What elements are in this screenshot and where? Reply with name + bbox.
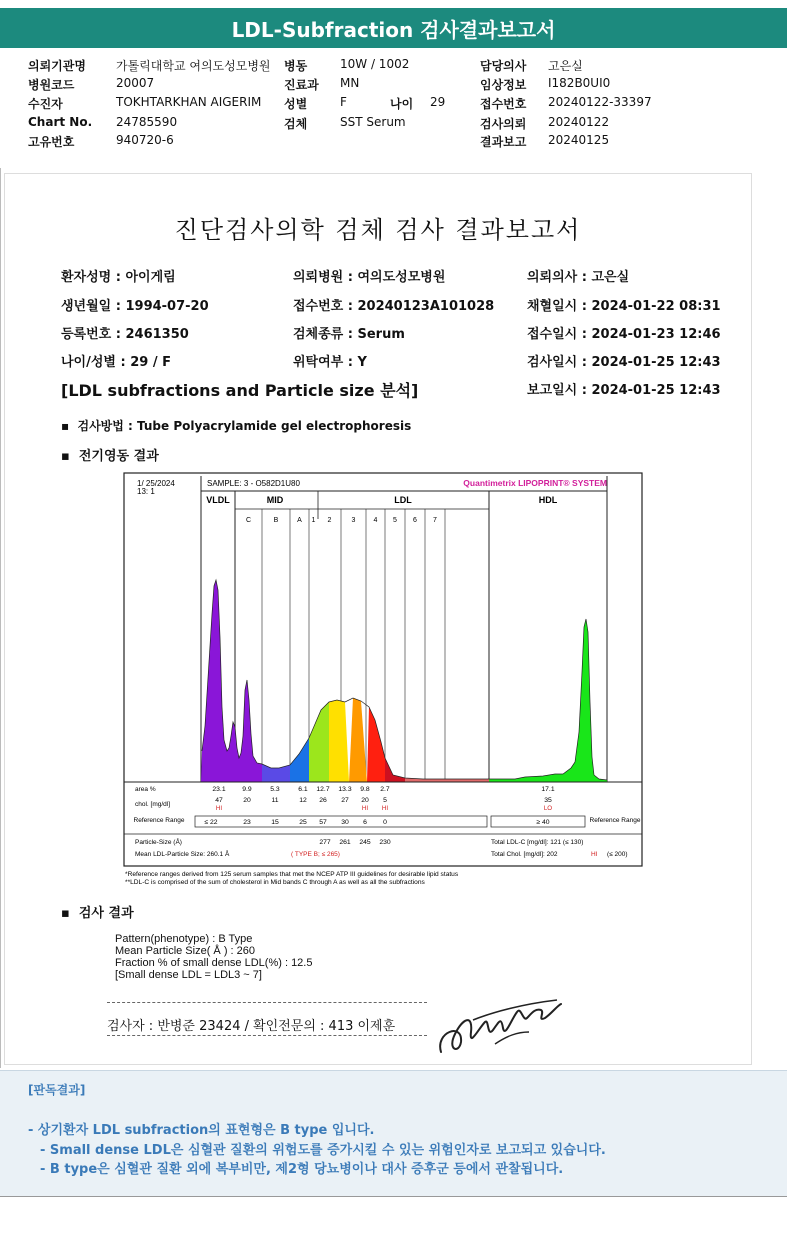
chol-value: 11	[271, 797, 279, 804]
info-label: 담당의사	[480, 59, 527, 73]
age-sex: 나이/성별 : 29 / F	[61, 355, 172, 370]
age-value: 29	[430, 95, 446, 109]
particle-size-value: 230	[379, 839, 391, 846]
ref-value: 57	[319, 819, 327, 826]
total-chol-ref: (≤ 200)	[607, 851, 628, 858]
ref-row-label: Reference Range	[133, 817, 185, 824]
electro-heading: 전기영동 결과	[78, 449, 159, 464]
particle-size-value: 245	[359, 839, 371, 846]
reading-line-2: - Small dense LDL은 심혈관 질환의 위험도를 증가시킬 수 있는 위험인자로 보고되고 있습니다.	[40, 1143, 606, 1158]
info-value: TOKHTARKHAN AIGERIM	[116, 95, 262, 109]
info-value: SST Serum	[340, 115, 406, 129]
band-label-5: 5	[393, 517, 397, 524]
reading-line-3: - B type은 심혈관 질환 외에 복부비만, 제2형 당뇨병이나 대사 증후군 등에서 관찰됩니다.	[40, 1162, 564, 1177]
birth-date: 생년월일 : 1994-07-20	[61, 299, 209, 314]
chol-value: 20	[361, 797, 369, 804]
result-mean-size: Mean Particle Size( Å ) : 260	[115, 945, 256, 957]
area-value: 6.1	[298, 786, 308, 793]
collection-time: 채혈일시 : 2024-01-22 08:31	[527, 299, 721, 314]
area-value: 9.9	[242, 786, 252, 793]
reading-line-1: - 상기환자 LDL subfraction의 표현형은 B type 입니다.	[28, 1123, 375, 1138]
mean-ldl-label: Mean LDL-Particle Size: 260.1 Å	[135, 851, 230, 858]
result-heading: 검사 결과	[78, 906, 134, 921]
band-label-6: 6	[413, 517, 417, 524]
info-value: 20240122	[548, 115, 610, 129]
receipt-time: 접수일시 : 2024-01-23 12:46	[527, 327, 721, 342]
area-value: 9.8	[360, 786, 370, 793]
info-value: 10W / 1002	[340, 57, 410, 71]
ref-value: 30	[341, 819, 349, 826]
ref-value: ≤ 22	[204, 819, 218, 826]
info-value: MN	[340, 76, 360, 90]
bullet-icon: ▪	[61, 906, 70, 921]
chart-run: 13: 1	[137, 487, 155, 496]
total-chol: Total Chol. [mg/dl]: 202	[491, 851, 558, 858]
chol-flag: LO	[543, 805, 553, 812]
group-label-vldl: VLDL	[206, 495, 230, 505]
area-value: 17.1	[541, 786, 555, 793]
reading-title: [판독결과]	[28, 1083, 86, 1097]
band-label-4: 4	[373, 517, 378, 524]
chol-row-label: chol. [mg/dl]	[135, 801, 171, 808]
registration-number: 등록번호 : 2461350	[61, 327, 189, 342]
report-header	[0, 8, 787, 48]
info-label: 병동	[284, 59, 308, 73]
info-label: Chart No.	[28, 115, 93, 129]
info-label: 접수번호	[480, 97, 527, 111]
band-label-B: B	[273, 517, 279, 524]
result-pattern: Pattern(phenotype) : B Type	[115, 933, 253, 945]
lipoprint-chart	[123, 472, 643, 892]
chart-date: 1/ 25/2024	[137, 479, 175, 488]
info-label: 고유번호	[28, 135, 75, 149]
info-label: 검체	[284, 117, 308, 131]
area-value: 12.7	[316, 786, 330, 793]
ref-value: 23	[243, 819, 251, 826]
info-value: 고은실	[548, 59, 583, 73]
chol-flag: HI	[215, 805, 223, 812]
report-title: LDL-Subfraction 검사결과보고서	[231, 17, 556, 42]
chol-value: 26	[319, 797, 327, 804]
info-value: 20240125	[548, 133, 610, 147]
info-value: 20240122-33397	[548, 95, 652, 109]
area-value: 13.3	[338, 786, 352, 793]
area-value: 23.1	[212, 786, 226, 793]
signature-text: 검사자 : 반병준 23424 / 확인전문의 : 413 이제훈	[107, 1019, 396, 1034]
info-value: 20007	[116, 76, 155, 90]
divider	[107, 1035, 427, 1036]
result-fraction: Fraction % of small dense LDL(%) : 12.5	[115, 957, 313, 969]
footnote-2: **LDL-C is comprised of the sum of cholesterol in Mid bands C through A as well as all the subfractions	[125, 879, 425, 886]
area-value: 2.7	[380, 786, 390, 793]
chol-value: 5	[383, 797, 387, 804]
total-chol-flag: HI	[591, 851, 598, 858]
particle-size-label: Particle-Size (Å)	[135, 839, 182, 846]
chart-title: Quantimetrix LIPOPRINT® SYSTEM	[463, 478, 607, 488]
mean-ldl-type: ( TYPE B; ≤ 265)	[291, 851, 340, 858]
bullet-icon: ▪	[61, 419, 70, 433]
scanned-report	[4, 173, 752, 1065]
chol-value: 20	[243, 797, 251, 804]
ref-value: 15	[271, 819, 279, 826]
requesting-hospital: 의뢰병원 : 여의도성모병원	[293, 270, 446, 285]
requesting-doctor: 의뢰의사 : 고은실	[527, 270, 630, 285]
band-label-C: C	[245, 517, 252, 524]
chart-sample: SAMPLE: 3 - O582D1U80	[207, 479, 300, 488]
info-value: 940720-6	[116, 133, 174, 147]
age-label: 나이	[390, 97, 414, 111]
specimen-type: 검체종류 : Serum	[293, 327, 405, 342]
band-label-2: 2	[327, 517, 332, 524]
group-label-mid: MID	[266, 495, 284, 505]
signature-image	[433, 992, 563, 1060]
info-label: 성별	[284, 97, 308, 111]
band-label-3: 3	[351, 517, 356, 524]
info-label: 결과보고	[480, 135, 527, 149]
outsourced: 위탁여부 : Y	[293, 355, 367, 370]
ref-value: 0	[383, 819, 387, 826]
particle-size-value: 261	[339, 839, 351, 846]
chol-flag: HI	[381, 805, 389, 812]
ref-value: 25	[299, 819, 307, 826]
result-small-dense: [Small dense LDL = LDL3 ~ 7]	[115, 969, 262, 981]
ref-value: ≥ 40	[536, 819, 550, 826]
group-label-ldl: LDL	[394, 495, 412, 505]
area-row-label: area %	[135, 786, 156, 793]
reading-panel	[0, 1070, 787, 1197]
divider	[107, 1002, 427, 1003]
info-value: 24785590	[116, 115, 178, 129]
group-label-hdl: HDL	[538, 495, 558, 505]
info-label: 검사의뢰	[480, 117, 527, 131]
band-label-A: A	[297, 517, 302, 524]
method-text: 검사방법 : Tube Polyacrylamide gel electrophoresis	[77, 419, 412, 433]
area-value: 5.3	[270, 786, 280, 793]
analysis-heading: [LDL subfractions and Particle size 분석]	[61, 381, 419, 400]
info-label: 병원코드	[28, 78, 75, 92]
particle-size-value: 277	[319, 839, 331, 846]
bullet-icon: ▪	[61, 449, 70, 464]
patient-name: 환자성명 : 아이게림	[61, 270, 176, 285]
band-label-1: 1	[311, 517, 316, 524]
info-label: 임상정보	[480, 78, 527, 92]
info-label: 의뢰기관명	[28, 59, 86, 73]
info-value: I182B0UI0	[548, 76, 611, 90]
chol-value: 27	[341, 797, 349, 804]
total-ldl: Total LDL-C [mg/dl]: 121 (≤ 130)	[491, 839, 584, 846]
info-value: 가톨릭대학교 여의도성모병원	[116, 59, 271, 73]
chol-flag: HI	[361, 805, 369, 812]
chol-value: 35	[544, 797, 552, 804]
info-label: 수진자	[28, 97, 63, 111]
band-label-7: 7	[433, 517, 437, 524]
info-label: 진료과	[284, 78, 319, 92]
test-time: 검사일시 : 2024-01-25 12:43	[527, 355, 721, 370]
chol-value: 12	[299, 797, 307, 804]
chol-value: 47	[215, 797, 223, 804]
ref-value: 6	[363, 819, 367, 826]
ref-row-label-right: Reference Range	[589, 817, 641, 824]
receipt-number: 접수번호 : 20240123A101028	[293, 299, 495, 314]
report-time: 보고일시 : 2024-01-25 12:43	[527, 383, 721, 398]
paper-title: 진단검사의학 검체 검사 결과보고서	[174, 216, 582, 244]
info-value: F	[340, 95, 347, 109]
footnote-1: *Reference ranges derived from 125 serum samples that met the NCEP ATP III guidelines for desirable lipid status	[125, 871, 459, 878]
